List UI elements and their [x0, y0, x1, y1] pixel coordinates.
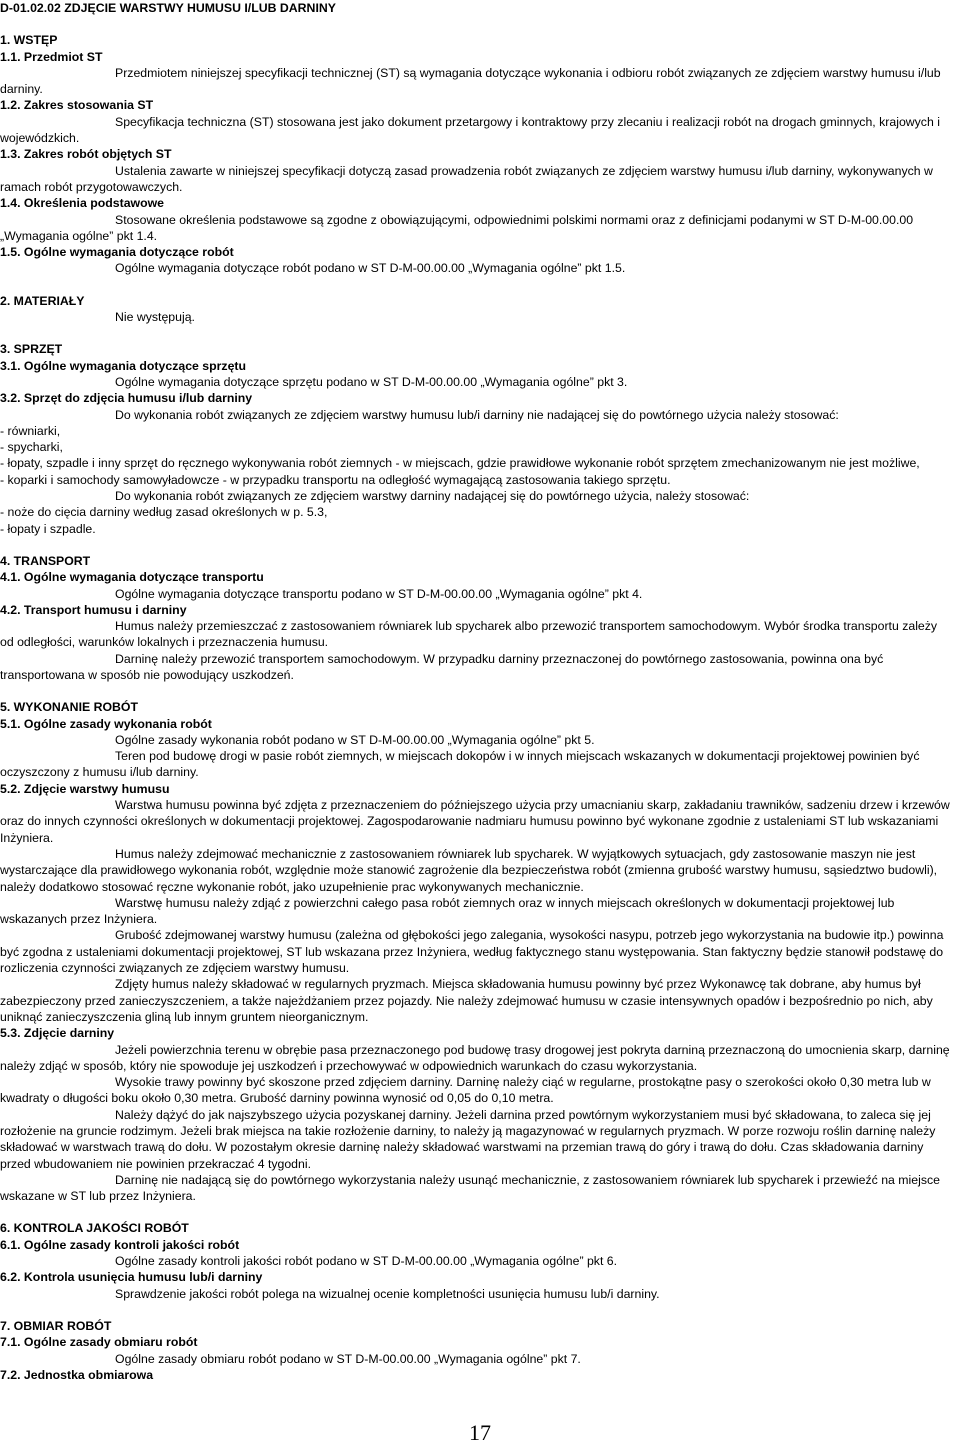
paragraph: Ogólne zasady kontroli jakości robót podano w ST D-M-00.00.00 „Wymagania ogólne” pkt 6.	[115, 1254, 618, 1269]
paragraph: Ustalenia zawarte w niniejszej specyfikacji dotyczą zasad prowadzenia robót związanych ze zdjęciem warstwy humusu i/lub darniny, wykonywanych w ramach robót przygotowawczych.	[0, 163, 933, 194]
subsection-heading: 7.1. Ogólne zasady obmiaru robót	[0, 1335, 198, 1350]
paragraph: Przedmiotem niniejszej specyfikacji technicznej (ST) są wymagania dotyczące wykonania i odbioru robót związanych ze zdjęciem warstwy humusu i/lub darniny.	[0, 65, 941, 97]
subsection-heading: 3.1. Ogólne wymagania dotyczące sprzętu	[0, 358, 247, 373]
paragraph: Do wykonania robót związanych ze zdjęciem warstwy darniny nadającej się do powtórnego użycia, należy stosować:	[115, 489, 750, 504]
section-heading: 4. TRANSPORT	[0, 553, 91, 568]
paragraph: Ogólne wymagania dotyczące transportu podano w ST D-M-00.00.00 „Wymagania ogólne” pkt 4.	[115, 586, 643, 601]
paragraph: Humus należy przemieszczać z zastosowaniem równiarek lub spycharek albo przewozić transportem samochodowym. Wybór środka transportu zależy od odległości, warunków lokalnych i przeznaczenia humusu.	[0, 619, 938, 650]
list-item: - spycharki,	[0, 440, 63, 455]
paragraph: Zdjęty humus należy składować w regularnych pryzmach. Miejsca składowania humusu powinny być przez Wykonawcę tak dobrane, aby humus był zabezpieczony przed zanieczyszczeniem, a także najeżdżaniem przez pojazdy. Nie należy zdejmować humusu w czasie intensywnych opadów i bezpośrednio po nich, aby uniknąć zanieczyszczenia gliną lub innym gruntem nieorganicznym.	[0, 977, 933, 1024]
paragraph: Ogólne wymagania dotyczące sprzętu podano w ST D-M-00.00.00 „Wymagania ogólne” pkt 3.	[115, 374, 628, 389]
subsection-heading: 5.2. Zdjęcie warstwy humusu	[0, 781, 170, 796]
subsection-heading: 7.2. Jednostka obmiarowa	[0, 1367, 154, 1382]
section-heading: 5. WYKONANIE ROBÓT	[0, 700, 139, 715]
section-spacer	[0, 1302, 950, 1318]
subsection-heading: 1.5. Ogólne wymagania dotyczące robót	[0, 245, 234, 260]
paragraph: Ogólne wymagania dotyczące robót podano w ST D-M-00.00.00 „Wymagania ogólne” pkt 1.5.	[115, 261, 626, 276]
section-spacer	[0, 325, 950, 341]
page-number: 17	[469, 1420, 491, 1445]
paragraph: Sprawdzenie jakości robót polega na wizualnej ocenie kompletności usunięcia humusu lub/i darniny.	[115, 1286, 660, 1301]
document-title: D-01.02.02 ZDJĘCIE WARSTWY HUMUSU I/LUB DARNINY	[0, 1, 336, 15]
section-spacer	[0, 277, 950, 293]
list-item: - noże do cięcia darniny według zasad określonych w p. 5.3,	[0, 505, 328, 520]
paragraph: Darninę nie nadającą się do powtórnego wykorzystania należy usunąć mechanicznie, z zastosowaniem równiarek lub spycharek i przewieźć na miejsce wskazane w ST lub przez Inżyniera.	[0, 1172, 940, 1204]
subsection-heading: 1.4. Określenia podstawowe	[0, 196, 165, 211]
section-heading: 3. SPRZĘT	[0, 342, 63, 357]
paragraph: Nie występują.	[115, 310, 195, 325]
paragraph: Ogólne zasady obmiaru robót podano w ST D-M-00.00.00 „Wymagania ogólne” pkt 7.	[115, 1351, 581, 1366]
paragraph: Grubość zdejmowanej warstwy humusu (zależna od głębokości jego zalegania, wysokości nasypu, potrzeb jego wykorzystania na budowie itp.) powinna być zgodna z ustaleniami dokumentacji projektowej, ST lub wskazana przez Inżyniera, według faktycznego stanu występowania. Stan faktyczny będzie stanowił podstawę do rozliczenia czynności związanych ze zdjęciem warstwy humusu.	[0, 928, 944, 976]
list-item: - łopaty i szpadle.	[0, 521, 96, 536]
section-spacer	[0, 537, 950, 553]
paragraph: Darninę należy przewozić transportem samochodowym. W przypadku darniny przeznaczonej do powtórnego zastosowania, powinna ona być transportowana w sposób nie powodujący uszkodzeń.	[0, 651, 884, 682]
paragraph: Warstwa humusu powinna być zdjęta z przeznaczeniem do późniejszego użycia przy umacnianiu skarp, zakładaniu trawników, sadzeniu drzew i krzewów oraz do innych czynności określonych w dokumentacji projektowej. Zagospodarowanie nadmiaru humusu powinno być wykonane zgodnie z ustaleniami ST lub wskazaniami Inżyniera.	[0, 798, 950, 845]
paragraph: Warstwę humusu należy zdjąć z powierzchni całego pasa robót ziemnych oraz w innych miejscach określonych w dokumentacji projektowej lub wskazanych przez Inżyniera.	[0, 895, 895, 927]
paragraph: Należy dążyć do jak najszybszego użycia pozyskanej darniny. Jeżeli darnina przed powtórnym wykorzystaniem musi być składowana, to zaleca się jej rozłożenie na gruncie rodzimym. Jeżeli brak miejsca na takie rozłożenie darniny, to należy ją magazynować w regularnych pryzmach. W porze rozwoju roślin darninę należy składować w warstwach trawą do dołu. W pozostałym okresie darninę należy składować warstwami na przemian trawą do góry i trawą do dołu. Czas składowania darniny przed wbudowaniem nie powinien przekraczać 4 tygodni.	[0, 1107, 936, 1171]
section-heading: 6. KONTROLA JAKOŚCI ROBÓT	[0, 1221, 189, 1236]
section-heading: 2. MATERIAŁY	[0, 293, 85, 308]
subsection-heading: 5.1. Ogólne zasady wykonania robót	[0, 716, 212, 731]
paragraph: Teren pod budowę drogi w pasie robót ziemnych, w miejscach dokopów i w innych miejscach wskazanych w dokumentacji projektowej powinien być oczyszczony z humusu i/lub darniny.	[0, 749, 920, 780]
subsection-heading: 1.1. Przedmiot ST	[0, 49, 103, 64]
section-heading: 7. OBMIAR ROBÓT	[0, 1318, 112, 1333]
subsection-heading: 4.1. Ogólne wymagania dotyczące transportu	[0, 570, 264, 585]
section-heading: 1. WSTĘP	[0, 33, 58, 48]
subsection-heading: 4.2. Transport humusu i darniny	[0, 602, 187, 617]
subsection-heading: 1.2. Zakres stosowania ST	[0, 98, 154, 113]
subsection-heading: 6.1. Ogólne zasady kontroli jakości robót	[0, 1237, 240, 1252]
list-item: - łopaty, szpadle i inny sprzęt do ręcznego wykonywania robót ziemnych - w miejscach, gdzie prawidłowe wykonanie robót sprzętem zmechanizowanym nie jest możliwe,	[0, 456, 920, 471]
paragraph: Stosowane określenia podstawowe są zgodne z obowiązującymi, odpowiednimi polskimi normami oraz z definicjami podanymi w ST D-M-00.00.00 „Wymagania ogólne” pkt 1.4.	[0, 212, 914, 243]
paragraph: Jeżeli powierzchnia terenu w obrębie pasa przeznaczonego pod budowę trasy drogowej jest pokryta darniną przeznaczoną do umocnienia skarp, darninę należy zdjąć w sposób, który nie spowoduje jej uszkodzeń i przechowywać w odpowiednich warunkach do czasu wykorzystania.	[0, 1042, 950, 1073]
paragraph: Ogólne zasady wykonania robót podano w ST D-M-00.00.00 „Wymagania ogólne” pkt 5.	[115, 732, 595, 747]
paragraph: Do wykonania robót związanych ze zdjęciem warstwy humusu lub/i darniny nie nadającej się do powtórnego użycia należy stosować:	[115, 407, 839, 422]
paragraph: Humus należy zdejmować mechanicznie z zastosowaniem równiarek lub spycharek. W wyjątkowych sytuacjach, gdy zastosowanie maszyn nie jest wystarczające dla prawidłowego wykonania robót, względnie może stanowić zagrożenie dla bezpieczeństwa robót (zmienna grubość warstwy humusu, sąsiedztwo budowli), należy dodatkowo stosować ręczne wykonanie robót, jako uzupełnienie prac wykonywanych mechanicznie.	[0, 846, 938, 894]
paragraph: Specyfikacja techniczna (ST) stosowana jest jako dokument przetargowy i kontraktowy przy zlecaniu i realizacji robót na drogach gminnych, krajowych i wojewódzkich.	[0, 114, 940, 146]
list-item: - równiarki,	[0, 423, 61, 438]
subsection-heading: 6.2. Kontrola usunięcia humusu lub/i darniny	[0, 1270, 263, 1285]
paragraph: Wysokie trawy powinny być skoszone przed zdjęciem darniny. Darninę należy ciąć w regularne, prostokątne pasy o szerokości około 0,30 metra lub w kwadraty o długości boku około 0,30 metra. Grubość darniny powinna wynosić od 0,05 do 0,10 metra.	[0, 1075, 931, 1106]
section-spacer	[0, 683, 950, 699]
subsection-heading: 3.2. Sprzęt do zdjęcia humusu i/lub darniny	[0, 391, 253, 406]
section-spacer	[0, 16, 950, 32]
subsection-heading: 1.3. Zakres robót objętych ST	[0, 147, 172, 162]
subsection-heading: 5.3. Zdjęcie darniny	[0, 1026, 115, 1041]
list-item: - koparki i samochody samowyładowcze - w przypadku transportu na odległość wymagającą zastosowania takiego sprzętu.	[0, 472, 671, 487]
section-spacer	[0, 1204, 950, 1220]
